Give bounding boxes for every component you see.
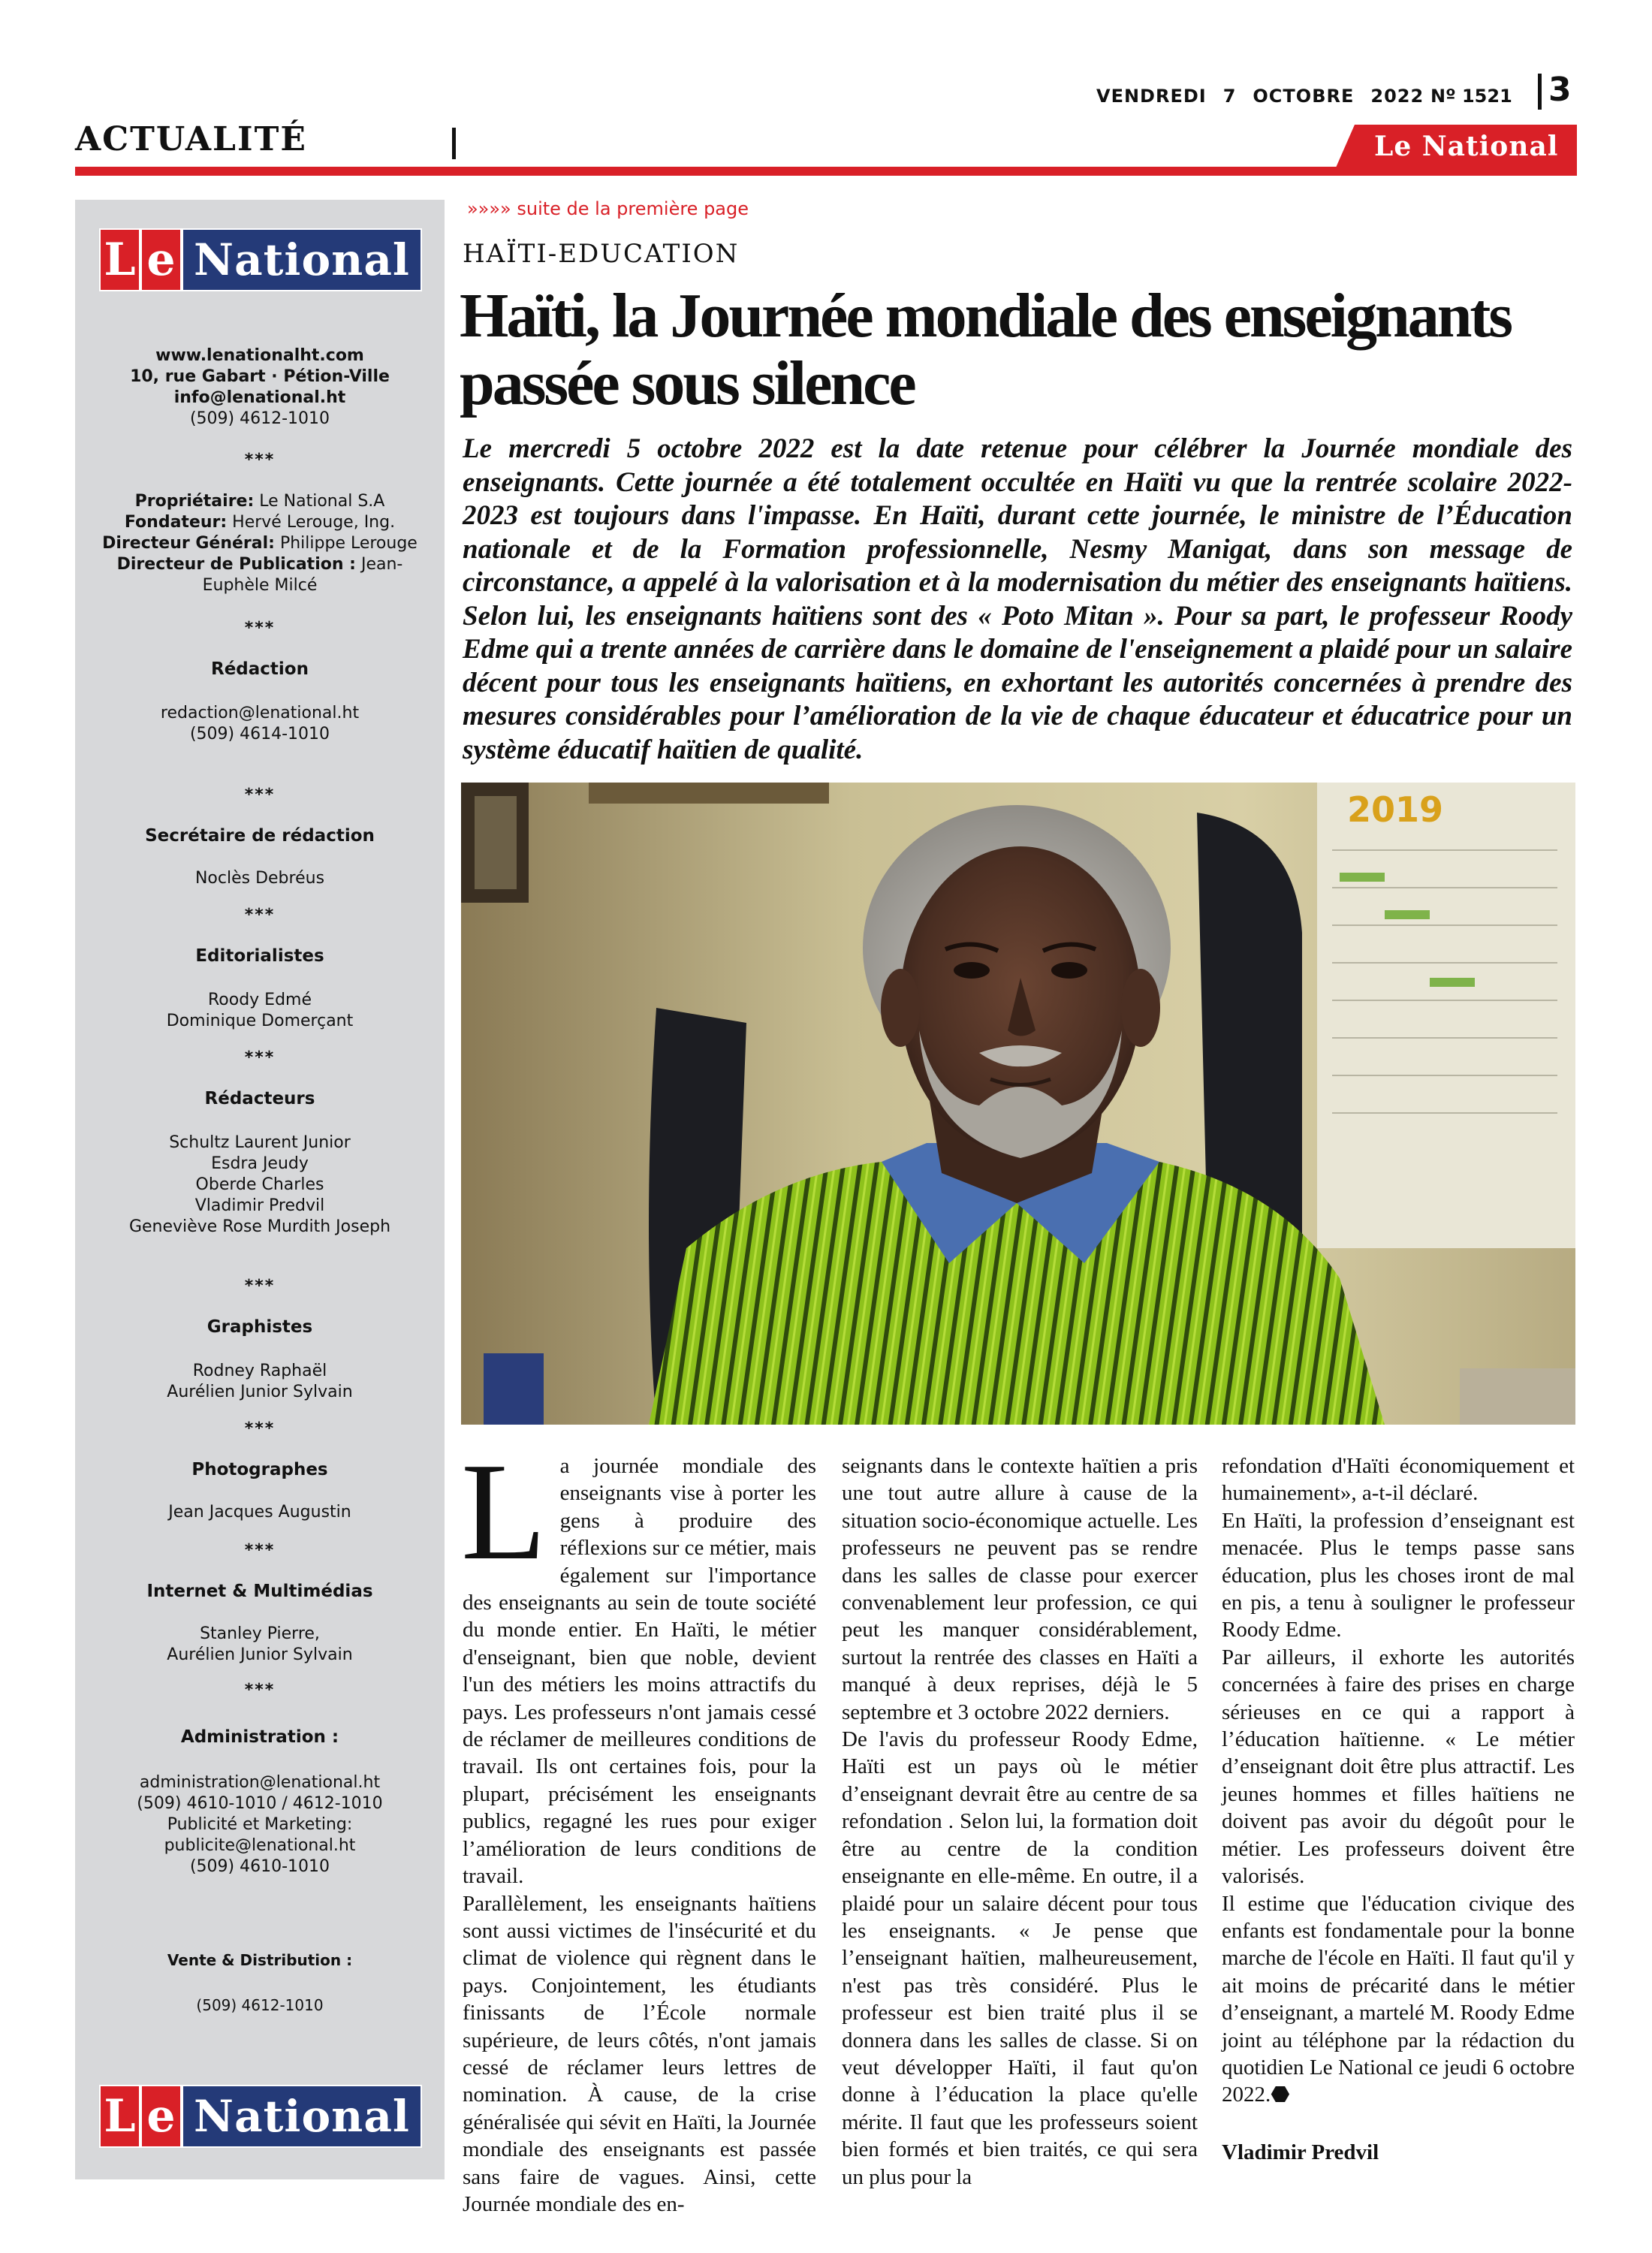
- drop-cap: L: [461, 1434, 547, 1589]
- article-kicker: HAÏTI-EDUCATION: [463, 239, 740, 269]
- graphic-designers-heading: Graphistes: [206, 1317, 313, 1337]
- separator: ***: [244, 619, 276, 638]
- body-paragraph: [1222, 1890, 1575, 2109]
- advertising-phone: (509) 4610-1010: [189, 1857, 330, 1876]
- masthead-sidebar: [75, 200, 445, 2179]
- issue-date: [1096, 86, 1440, 107]
- date-month: OCTOBRE: [1253, 86, 1355, 107]
- section-divider: [452, 128, 456, 159]
- website-link[interactable]: www.lenationalht.com: [155, 346, 364, 365]
- brand-tab-label: Le National: [1374, 131, 1559, 162]
- editorialist: Dominique Domerçant: [166, 1012, 354, 1030]
- founder-label: Fondateur:: [124, 513, 228, 532]
- body-paragraph: Par ailleurs, il exhorte les autorités concernées à faire des prises en charge sérieuses en ce qui a rapport à l’éducation haïtienne. « Le métier d’enseignant doit être plus attractif. Les jeunes hommes et filles haïtiens ne doivent pas avoir du dégoût pour le métier. Les professeurs doivent être valorisés.: [1222, 1645, 1575, 1889]
- internet-staff: Stanley Pierre,: [200, 1624, 320, 1643]
- photographers-heading: Photographes: [191, 1460, 328, 1479]
- separator: ***: [244, 1541, 276, 1560]
- administration-phones: (509) 4610-1010 / 4612-1010: [137, 1794, 383, 1813]
- logo-letter-e: e: [140, 2085, 182, 2148]
- logo-letter-l: L: [99, 2085, 140, 2148]
- date-number: 7: [1222, 86, 1237, 107]
- le-national-logo-bottom: [99, 2085, 422, 2148]
- body-paragraph: Parallèlement, les enseignants haïtiens sont aussi victimes de l'insécurité et du climat de violence qui règnent dans le pays. Conjointement, les étudiants finissants de l’École normale supérieure, de leurs côtés, n'ont jamais cessé de réclamer leurs lettres de nomination. À cause, de la crise généralisée qui sévit en Haïti, la Journée mondiale des enseignants est passée sans faire de vagues. Ainsi, cette Journée mondiale des en-: [463, 1891, 816, 2216]
- publication-director: Jean-Euphèle Milcé: [202, 555, 403, 595]
- page-number: 3: [1548, 71, 1572, 109]
- advertising-email[interactable]: publicite@lenational.ht: [164, 1836, 356, 1855]
- logo-letter-l: L: [99, 228, 140, 291]
- administration-email[interactable]: administration@lenational.ht: [139, 1773, 381, 1792]
- body-column-3: [1222, 1452, 1575, 2166]
- le-national-logo-top: [99, 228, 422, 291]
- internet-heading: Internet & Multimédias: [146, 1582, 373, 1601]
- secretary-name: Noclès Debréus: [194, 869, 325, 888]
- calendar-year: 2019: [1347, 789, 1444, 830]
- article-lede: Le mercredi 5 octobre 2022 est la date retenue pour célébrer la Journée mondiale des enseignants. Cette journée a été totalement occultée en Haïti vu que la rentrée scolaire 2022-2023 est toujours dans l'impasse. En Haïti, durant cette journée, le ministre de l’Éducation nationale et de la Formation professionnelle, Nesmy Manigat, dans son message de circonstance, a appelé à la valorisation et à la modernisation du métier des enseignants haïtiens. Selon lui, les enseignants haïtiens sont des « Poto Mitan ». Pour sa part, le professeur Roody Edme qui a trente années de carrière dans le domaine de l'enseignement a plaidé pour un salaire décent pour tous les enseignants haïtiens, en exhortant les autorités concernées à prendre des mesures considérables pour l’amélioration de la vie de chaque éducateur et éducatrice pour un système éducatif haïtien de qualité.: [463, 433, 1572, 765]
- body-paragraph-text: Il estime que l'éducation civique des enfants est fondamentale pour la bonne marche de l'école en Haïti. Il faut qu'il y ait moins de précarité dans le métier d’enseignant, a martelé M. Roody Edme joint au téléphone par la rédaction du quotidien Le National ce jeudi 6 octobre 2022.: [1222, 1891, 1575, 2107]
- internet-staff: Aurélien Junior Sylvain: [167, 1645, 353, 1664]
- owner-label: Propriétaire:: [134, 492, 255, 511]
- logo-national: National: [182, 2085, 422, 2148]
- reporter: Oberde Charles: [195, 1175, 324, 1194]
- internet-list: [75, 1624, 445, 1666]
- reporter: Vladimir Predvil: [194, 1196, 325, 1215]
- director-general-label: Directeur Général:: [102, 534, 275, 553]
- separator: ***: [244, 1681, 276, 1700]
- author-byline: Vladimir Predvil: [1222, 2140, 1379, 2164]
- logo-letter-e: e: [140, 228, 182, 291]
- separator: ***: [244, 906, 276, 924]
- secretary-heading: Secrétaire de rédaction: [145, 826, 375, 846]
- reporter: Schultz Laurent Junior: [169, 1133, 351, 1152]
- reporters-heading: Rédacteurs: [204, 1089, 315, 1108]
- page-number-divider: [1538, 74, 1542, 110]
- ownership-block: [75, 491, 445, 596]
- graphic-designers-list: [75, 1361, 445, 1403]
- address: 10, rue Gabart · Pétion-Ville: [130, 367, 390, 386]
- administration-heading: Administration :: [180, 1727, 339, 1747]
- redaction-email[interactable]: redaction@lenational.ht: [160, 704, 360, 722]
- separator: ***: [244, 786, 276, 804]
- separator: ***: [244, 451, 276, 469]
- reporters-list: [75, 1133, 445, 1238]
- redaction-contact: [75, 703, 445, 745]
- owner: Le National S.A: [254, 492, 385, 511]
- redaction-heading: Rédaction: [211, 659, 309, 679]
- section-label: ACTUALITÉ: [75, 120, 307, 158]
- article-headline: Haïti, la Journée mondiale des enseignants passée sous silence: [460, 281, 1512, 418]
- body-column-1: [461, 1434, 816, 2218]
- body-paragraph: De l'avis du professeur Roody Edme, Haïti est un pays où le métier d’enseignant devrait être au centre de sa refondation . Selon lui, la formation doit être au centre de la condition enseignante en elle-même. En outre, il a plaidé pour un salaire décent pour tous les enseignants. « Je pense que l’enseignant haïtien, malheureusement, n'est pas très considéré. Plus le professeur est bien traité plus il se donnera dans les salles de classe. Si on veut développer Haïti, il faut qu'on donne à l’éducation la place qu'elle mérite. Il faut que les professeurs soient bien formés et bien traités, ce qui sera un plus pour la: [842, 1727, 1198, 2189]
- editorialists-heading: Editorialistes: [195, 946, 324, 966]
- separator: ***: [244, 1048, 276, 1067]
- administration-contact: [75, 1772, 445, 1878]
- logo-national: National: [182, 228, 422, 291]
- sales-heading: Vente & Distribution :: [167, 1951, 353, 1969]
- date-year: 2022: [1370, 86, 1424, 107]
- founder: Hervé Lerouge, Ing.: [227, 513, 396, 532]
- end-of-article-icon: ⬣: [1271, 2083, 1290, 2107]
- photographer: Jean Jacques Augustin: [168, 1503, 351, 1522]
- publication-director-label: Directeur de Publication :: [116, 555, 356, 574]
- sales-phone: (509) 4612-1010: [196, 1996, 324, 2014]
- redaction-phone: (509) 4614-1010: [189, 725, 330, 743]
- advertising-label: Publicité et Marketing:: [167, 1815, 353, 1834]
- phone: (509) 4612-1010: [189, 409, 330, 428]
- body-paragraph: seignants dans le contexte haïtien a pris une tout autre allure à cause de la situation socio-économique actuelle. Les professeurs ne peuvent pas se rendre dans les salles de classe pour exercer convenablement leur profession, ce qui peut les manquer considérablement, surtout la rentrée des classes en Haïti a manqué à deux reprises, déjà le 5 septembre et 3 octobre 2022 derniers.: [842, 1454, 1198, 1724]
- reporter: Geneviève Rose Murdith Joseph: [128, 1217, 391, 1236]
- body-paragraph: En Haïti, la profession d’enseignant est menacée. Plus le temps passe sans éducation, plus les choses iront de mal en pis, a tenu à souligner le professeur Roody Edme.: [1222, 1508, 1575, 1642]
- graphic-designer: Aurélien Junior Sylvain: [167, 1383, 353, 1401]
- body-paragraph: a journée mondiale des enseignants vise à porter les gens à produire des réflexions sur ce métier, mais également sur l'importance des enseignants au sein de toute société du monde entier. En Haïti, le métier d'enseignant, bien que noble, devient l'un des métiers les moins attractifs du pays. Les professeurs n'ont jamais cessé de réclamer de meilleures conditions de travail. Ils ont certaines fois, pour la plupart, précisément les enseignants publics, regagné les rues pour exiger l’amélioration de leurs conditions de travail.: [463, 1454, 816, 1889]
- article-photo: [461, 783, 1575, 1425]
- separator: ***: [244, 1277, 276, 1295]
- date-day: VENDREDI: [1096, 86, 1207, 107]
- body-column-2: [842, 1452, 1198, 2191]
- editorialists-list: [75, 990, 445, 1032]
- graphic-designer: Rodney Raphaël: [192, 1362, 327, 1380]
- email-link[interactable]: info@lenational.ht: [173, 388, 346, 407]
- director-general: Philippe Lerouge: [274, 534, 418, 553]
- continued-from-front-link[interactable]: »»»» suite de la première page: [467, 198, 749, 219]
- reporter: Esdra Jeudy: [211, 1154, 309, 1173]
- editorialist: Roody Edmé: [207, 991, 312, 1009]
- contact-block: [75, 345, 445, 430]
- body-paragraph: refondation d'Haïti économiquement et humainement», a-t-il déclaré.: [1222, 1454, 1575, 1506]
- separator: ***: [244, 1419, 276, 1438]
- issue-number: Nº 1521: [1430, 86, 1512, 107]
